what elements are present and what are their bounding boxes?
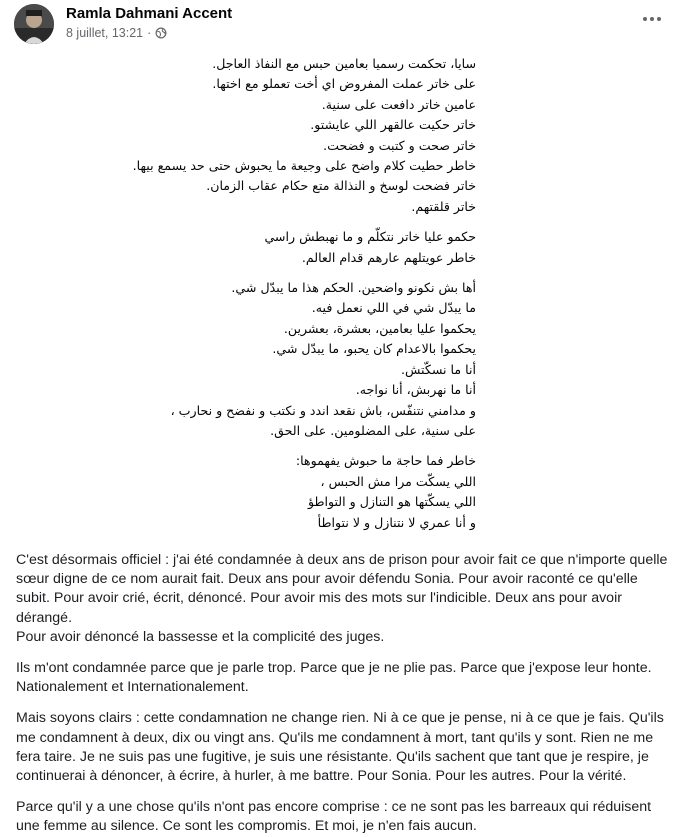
avatar[interactable]	[14, 4, 54, 44]
arabic-line: حكمو عليا خاتر نتكلّم و ما نهبطش راسي	[264, 229, 476, 245]
french-text: Mais soyons clairs : cette condamnation ne change rien. Ni à ce que je pense, ni à ce que je fais. Qu'ils me condamnent à deux, dix ou vingt ans. Qu'ils me condamnent à mort, tant qu'ils y sont. Rien ne me fera taire. Je ne suis pas une fugitive, je suis une résistante. Qu'ils sachent que tant que je respire, je continuerai à dénoncer, à écrire, à hurler, à me battre. Pour Sonia. Pour les autres. Pour la vérité.	[16, 710, 664, 784]
post-meta	[66, 26, 167, 40]
arabic-line: سايا، تحكمت رسميا بعامين حبس مع النفاذ العاجل.	[212, 56, 476, 71]
more-options-icon[interactable]	[638, 8, 666, 30]
french-paragraph-2	[0, 659, 684, 697]
dot	[657, 17, 661, 21]
french-paragraph-4	[0, 798, 684, 836]
french-text: Pour avoir dénoncé la bassesse et la complicité des juges.	[16, 628, 385, 645]
arabic-line: خاتر فضحت لوسخ و النذالة متع حكام عقاب الزمان.	[206, 178, 476, 194]
arabic-line: خاتر قلقتهم.	[411, 198, 476, 214]
arabic-line: يحكموا بالاعدام كان يحبو، ما يبدّل شي.	[272, 341, 476, 357]
avatar-image	[14, 4, 54, 44]
arabic-line: ما يبدّل شي في اللي نعمل فيه.	[311, 300, 476, 316]
author-name[interactable]: Ramla Dahmani Accent	[66, 5, 233, 22]
arabic-line: اللي يسكّتها هو التنازل و التواطؤ	[307, 494, 476, 510]
arabic-line: على خاتر عملت المفروض اي أخت تعملو مع اختها.	[212, 76, 476, 92]
meta-separator: ·	[147, 26, 152, 40]
arabic-line: أنا ما نسكّتش.	[401, 361, 476, 377]
arabic-line: خاطر عويتلهم عارهم قدام العالم.	[301, 249, 476, 265]
arabic-line: عامين خاتر دافعت على سنية.	[321, 96, 476, 112]
arabic-line: أنا ما نهربش، أنا نواجه.	[355, 382, 476, 398]
post-header	[0, 0, 684, 50]
french-text: C'est désormais officiel : j'ai été condamnée à deux ans de prison pour avoir fait ce que n'importe quelle sœur digne de ce nom aurait fait. Deux ans pour avoir défendu Sonia. Pour avoir raconté ce qu'elle subit. Pour avoir crié, écrit, dénoncé. Pour avoir mis des mots sur l'indicible. Deux ans pour avoir dérangé.	[16, 551, 668, 626]
arabic-line: خاتر صحت و كتبت و فضحت.	[323, 137, 476, 153]
french-text: Ils m'ont condamnée parce que je parle trop. Parce que je ne plie pas. Parce que j'expose leur honte. Nationalement et Internationalement.	[16, 659, 652, 696]
arabic-paragraph-3	[0, 278, 684, 441]
arabic-line: خاطر فما حاجة ما حبوش يفهموها:	[295, 453, 476, 469]
globe-icon[interactable]	[155, 27, 167, 39]
arabic-line: على سنية، على المضلومين. على الحق.	[270, 422, 476, 438]
arabic-line: أها بش نكونو واضحين. الحكم هذا ما يبدّل شي.	[231, 280, 476, 296]
arabic-line: يحكموا عليا بعامين، بعشرة، بعشرين.	[283, 320, 476, 336]
arabic-line: و مدامني نتنفّس، باش نقعد اندد و نكتب و نفضح و نحارب ،	[170, 402, 476, 418]
arabic-line: خاطر حطيت كلام واضح على وجيعة ما يحبوش حتى حد يسمع بيها.	[132, 158, 476, 174]
post-timestamp[interactable]: 8 juillet, 13:21	[66, 26, 144, 40]
french-text: Parce qu'il y a une chose qu'ils n'ont pas encore comprise : ce ne sont pas les barreaux qui réduisent une femme au silence. Ce sont les compromis. Et moi, je n'en fais aucun.	[16, 799, 652, 835]
arabic-line: و أنا عمري لا نتنازل و لا نتواطأ	[317, 514, 476, 530]
arabic-paragraph-4	[0, 451, 684, 533]
arabic-paragraph-1	[0, 54, 684, 217]
arabic-line: اللي يسكّت مرا مش الحبس ،	[320, 473, 476, 489]
dot	[643, 17, 647, 21]
french-paragraph-3	[0, 709, 684, 786]
french-paragraph-1	[0, 551, 684, 647]
arabic-paragraph-2	[0, 227, 684, 268]
arabic-line: خاتر حكيت عالقهر اللي عايشتو.	[310, 117, 476, 133]
dot	[650, 17, 654, 21]
